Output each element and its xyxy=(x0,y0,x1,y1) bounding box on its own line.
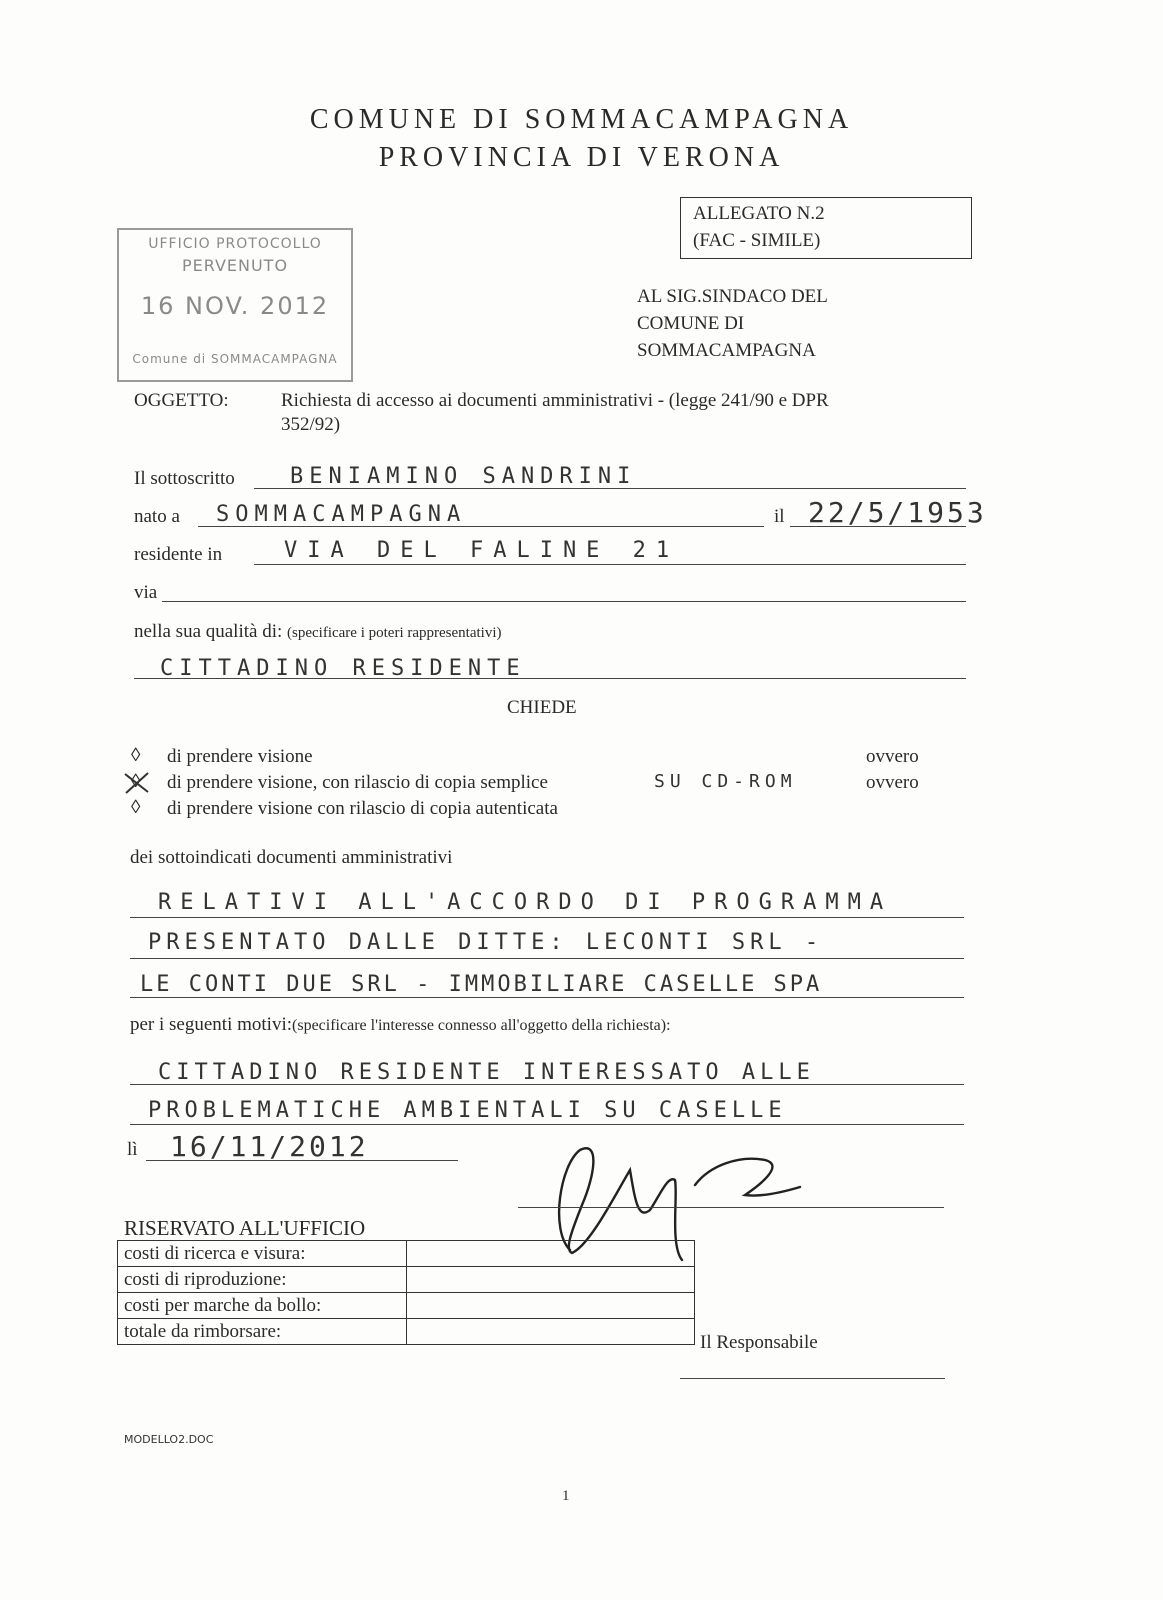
protocol-stamp xyxy=(117,228,353,382)
table-row xyxy=(118,1319,695,1345)
nato-value: SOMMACAMPAGNA xyxy=(216,502,467,527)
oggetto-line2: 352/92) xyxy=(281,414,341,435)
option-2-note: SU CD-ROM xyxy=(654,771,797,792)
stamp-date: 16 NOV. 2012 xyxy=(140,292,330,320)
cost-label: costi di ricerca e visura: xyxy=(118,1241,407,1267)
header-subtitle: PROVINCIA DI VERONA xyxy=(378,142,785,173)
residente-label: residente in xyxy=(134,544,223,565)
stamp-footer: Comune di SOMMACAMPAGNA xyxy=(132,352,338,366)
qualita-label-text: nella sua qualità di: xyxy=(134,621,283,642)
oggetto-line1: Richiesta di accesso ai documenti amministrativi - (legge 241/90 e DPR xyxy=(281,390,829,411)
allegato-line1: ALLEGATO N.2 xyxy=(693,203,825,224)
oggetto-label: OGGETTO: xyxy=(134,390,229,411)
qualita-hint: (specificare i poteri rappresentativi) xyxy=(287,625,502,641)
responsabile-rule xyxy=(680,1378,945,1379)
table-row xyxy=(118,1267,695,1293)
cost-value-cell xyxy=(407,1267,695,1293)
qualita-label xyxy=(134,621,502,643)
stamp-line1: UFFICIO PROTOCOLLO xyxy=(148,236,322,252)
sottoscritto-label: Il sottoscritto xyxy=(134,468,235,489)
documenti-rule-3 xyxy=(130,997,964,998)
sottoscritto-value: BENIAMINO SANDRINI xyxy=(290,464,637,489)
documenti-rule-1 xyxy=(130,917,964,918)
option-1-marker: ◊ xyxy=(131,745,141,766)
footer-filename: MODELLO2.DOC xyxy=(124,1433,214,1446)
option-3-marker: ◊ xyxy=(131,797,141,818)
allegato-line2: (FAC - SIMILE) xyxy=(693,230,821,251)
cost-label: costi di riproduzione: xyxy=(118,1267,407,1293)
date-label: lì xyxy=(127,1139,138,1160)
allegato-box xyxy=(680,197,972,259)
ufficio-title: RISERVATO ALL'UFFICIO xyxy=(124,1216,366,1240)
nato-label: nato a xyxy=(134,506,180,527)
addressee-line2: COMUNE DI xyxy=(637,313,745,334)
motivi-hint: (specificare l'interesse connesso all'oggetto della richiesta): xyxy=(292,1017,671,1034)
motivi-rule-2 xyxy=(130,1124,964,1125)
signature-rule xyxy=(518,1207,944,1208)
page-number: 1 xyxy=(562,1488,570,1504)
documenti-rule-2 xyxy=(130,958,964,959)
via-line xyxy=(162,601,966,602)
documenti-line-2: PRESENTATO DALLE DITTE: LECONTI SRL - xyxy=(148,930,824,955)
documenti-line-3: LE CONTI DUE SRL - IMMOBILIARE CASELLE SPA xyxy=(140,972,823,997)
motivi-line-2: PROBLEMATICHE AMBIENTALI SU CASELLE xyxy=(148,1098,787,1123)
il-value: 22/5/1953 xyxy=(808,496,987,529)
motivi-line-1: CITTADINO RESIDENTE INTERESSATO ALLE xyxy=(158,1060,815,1085)
cost-value-cell xyxy=(407,1293,695,1319)
option-1-suffix: ovvero xyxy=(866,746,919,767)
documenti-line-1: RELATIVI ALL'ACCORDO DI PROGRAMMA xyxy=(158,890,893,915)
residente-line xyxy=(254,564,966,565)
option-2-marker: ◊ xyxy=(131,771,141,792)
via-label: via xyxy=(134,582,158,603)
table-row xyxy=(118,1241,695,1267)
option-1-text: di prendere visione xyxy=(167,746,313,767)
motivi-label-text: per i seguenti motivi: xyxy=(130,1014,293,1035)
chiede-title: CHIEDE xyxy=(507,697,577,718)
date-value: 16/11/2012 xyxy=(170,1130,369,1163)
header-title: COMUNE DI SOMMACAMPAGNA xyxy=(309,104,854,135)
responsabile-label: Il Responsabile xyxy=(700,1332,818,1353)
date-rule xyxy=(146,1160,458,1161)
residente-value: VIA DEL FALINE 21 xyxy=(284,538,680,563)
documenti-label: dei sottoindicati documenti amministrativi xyxy=(130,847,453,868)
addressee-line3: SOMMACAMPAGNA xyxy=(637,340,816,361)
il-label: il xyxy=(774,506,785,527)
cost-value-cell xyxy=(407,1241,695,1267)
cost-label: costi per marche da bollo: xyxy=(118,1293,407,1319)
option-2-checkmark xyxy=(122,770,152,796)
table-row xyxy=(118,1293,695,1319)
option-2-text: di prendere visione, con rilascio di copia semplice xyxy=(167,772,548,793)
qualita-value: CITTADINO RESIDENTE xyxy=(160,656,526,681)
motivi-rule-1 xyxy=(130,1084,964,1085)
option-3-text: di prendere visione con rilascio di copia autenticata xyxy=(167,798,558,819)
cost-label: totale da rimborsare: xyxy=(118,1319,407,1345)
option-2-suffix: ovvero xyxy=(866,772,919,793)
addressee-line1: AL SIG.SINDACO DEL xyxy=(637,286,828,307)
motivi-label xyxy=(130,1014,671,1036)
qualita-line xyxy=(134,678,966,679)
stamp-line2: PERVENUTO xyxy=(181,256,289,275)
cost-value-cell xyxy=(407,1319,695,1345)
costs-table xyxy=(117,1240,695,1345)
